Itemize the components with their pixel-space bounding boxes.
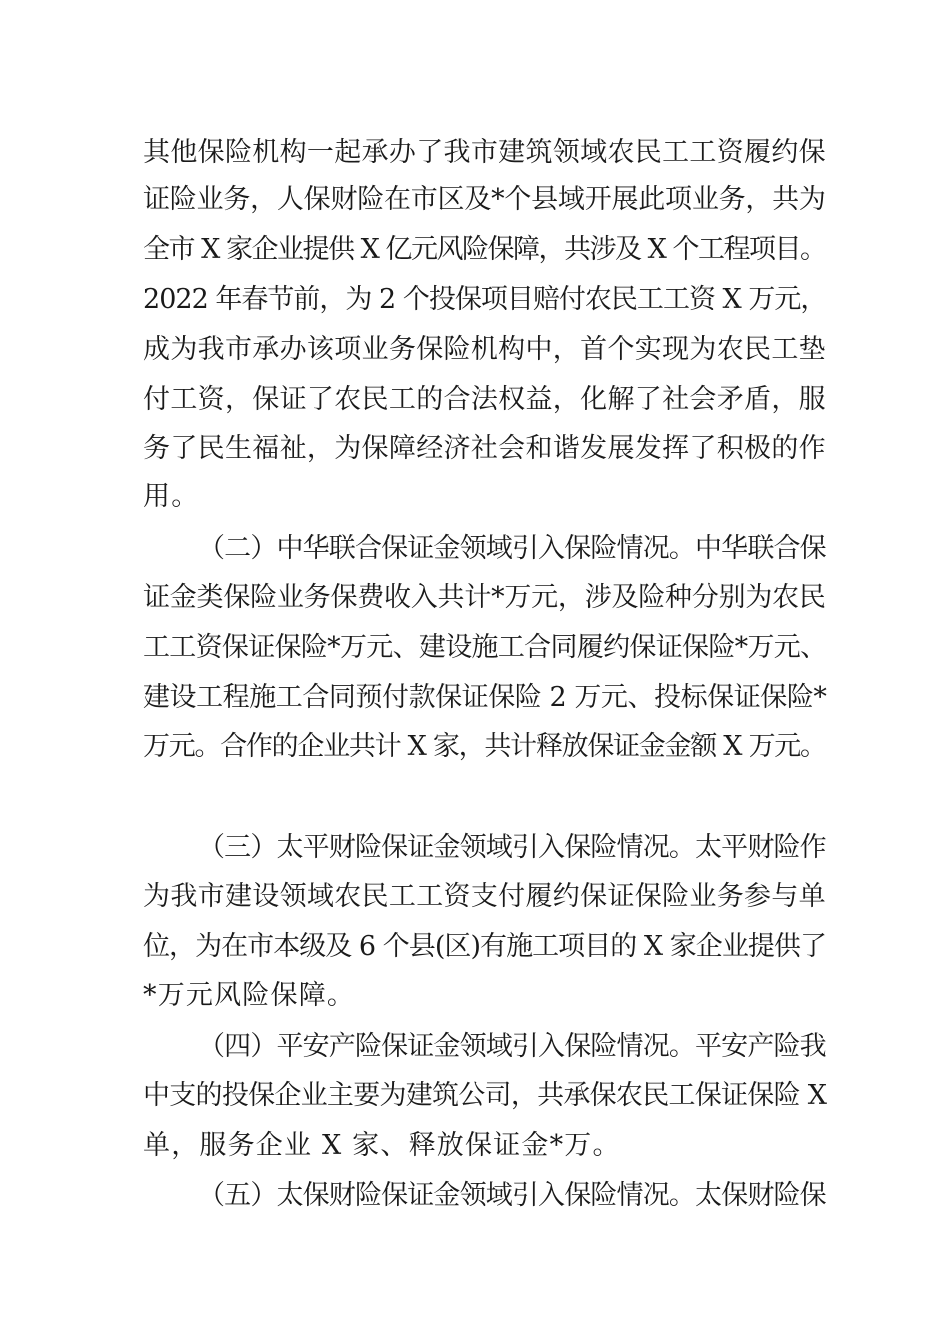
text-line: 用。 [143,481,200,512]
text-line: 付工资，保证了农民工的合法权益，化解了社会矛盾，服 [143,384,826,415]
text-line: 证险业务，人保财险在市区及*个县域开展此项业务，共为 [143,184,826,215]
text-line: 成为我市承办该项业务保险机构中，首个实现为农民工垫 [143,334,826,365]
text-line: 单，服务企业 X 家、释放保证金*万。 [143,1130,621,1161]
text-line: 建设工程施工合同预付款保证保险 2 万元、投标保证保险* [143,682,827,713]
text-line: （二）中华联合保证金领域引入保险情况。中华联合保 [198,533,826,564]
text-line: 为我市建设领域农民工工资支付履约保证保险业务参与单 [143,881,826,912]
text-line: 2022 年春节前，为 2 个投保项目赔付农民工工资 X 万元， [143,284,827,315]
text-line: 全市 X 家企业提供 X 亿元风险保障，共涉及 X 个工程项目。 [143,234,826,265]
text-line: （三）太平财险保证金领域引入保险情况。太平财险作 [198,832,826,863]
text-line: *万元风险保障。 [143,980,356,1011]
text-line: （五）太保财险保证金领域引入保险情况。太保财险保 [198,1180,826,1211]
text-line: （四）平安产险保证金领域引入保险情况。平安产险我 [198,1031,826,1062]
text-line: 万元。合作的企业共计 X 家，共计释放保证金金额 X 万元。 [143,731,826,762]
text-line: 位，为在市本级及 6 个县(区)有施工项目的 X 家企业提供了 [143,931,826,962]
text-line: 工工资保证保险*万元、建设施工合同履约保证保险*万元、 [143,632,827,663]
text-line: 务了民生福祉，为保障经济社会和谐发展发挥了积极的作 [143,433,826,464]
text-line: 其他保险机构一起承办了我市建筑领域农民工工资履约保 [143,137,826,168]
text-line: 中支的投保企业主要为建筑公司，共承保农民工保证保险 X [143,1080,827,1111]
text-line: 证金类保险业务保费收入共计*万元，涉及险种分别为农民 [143,582,826,613]
